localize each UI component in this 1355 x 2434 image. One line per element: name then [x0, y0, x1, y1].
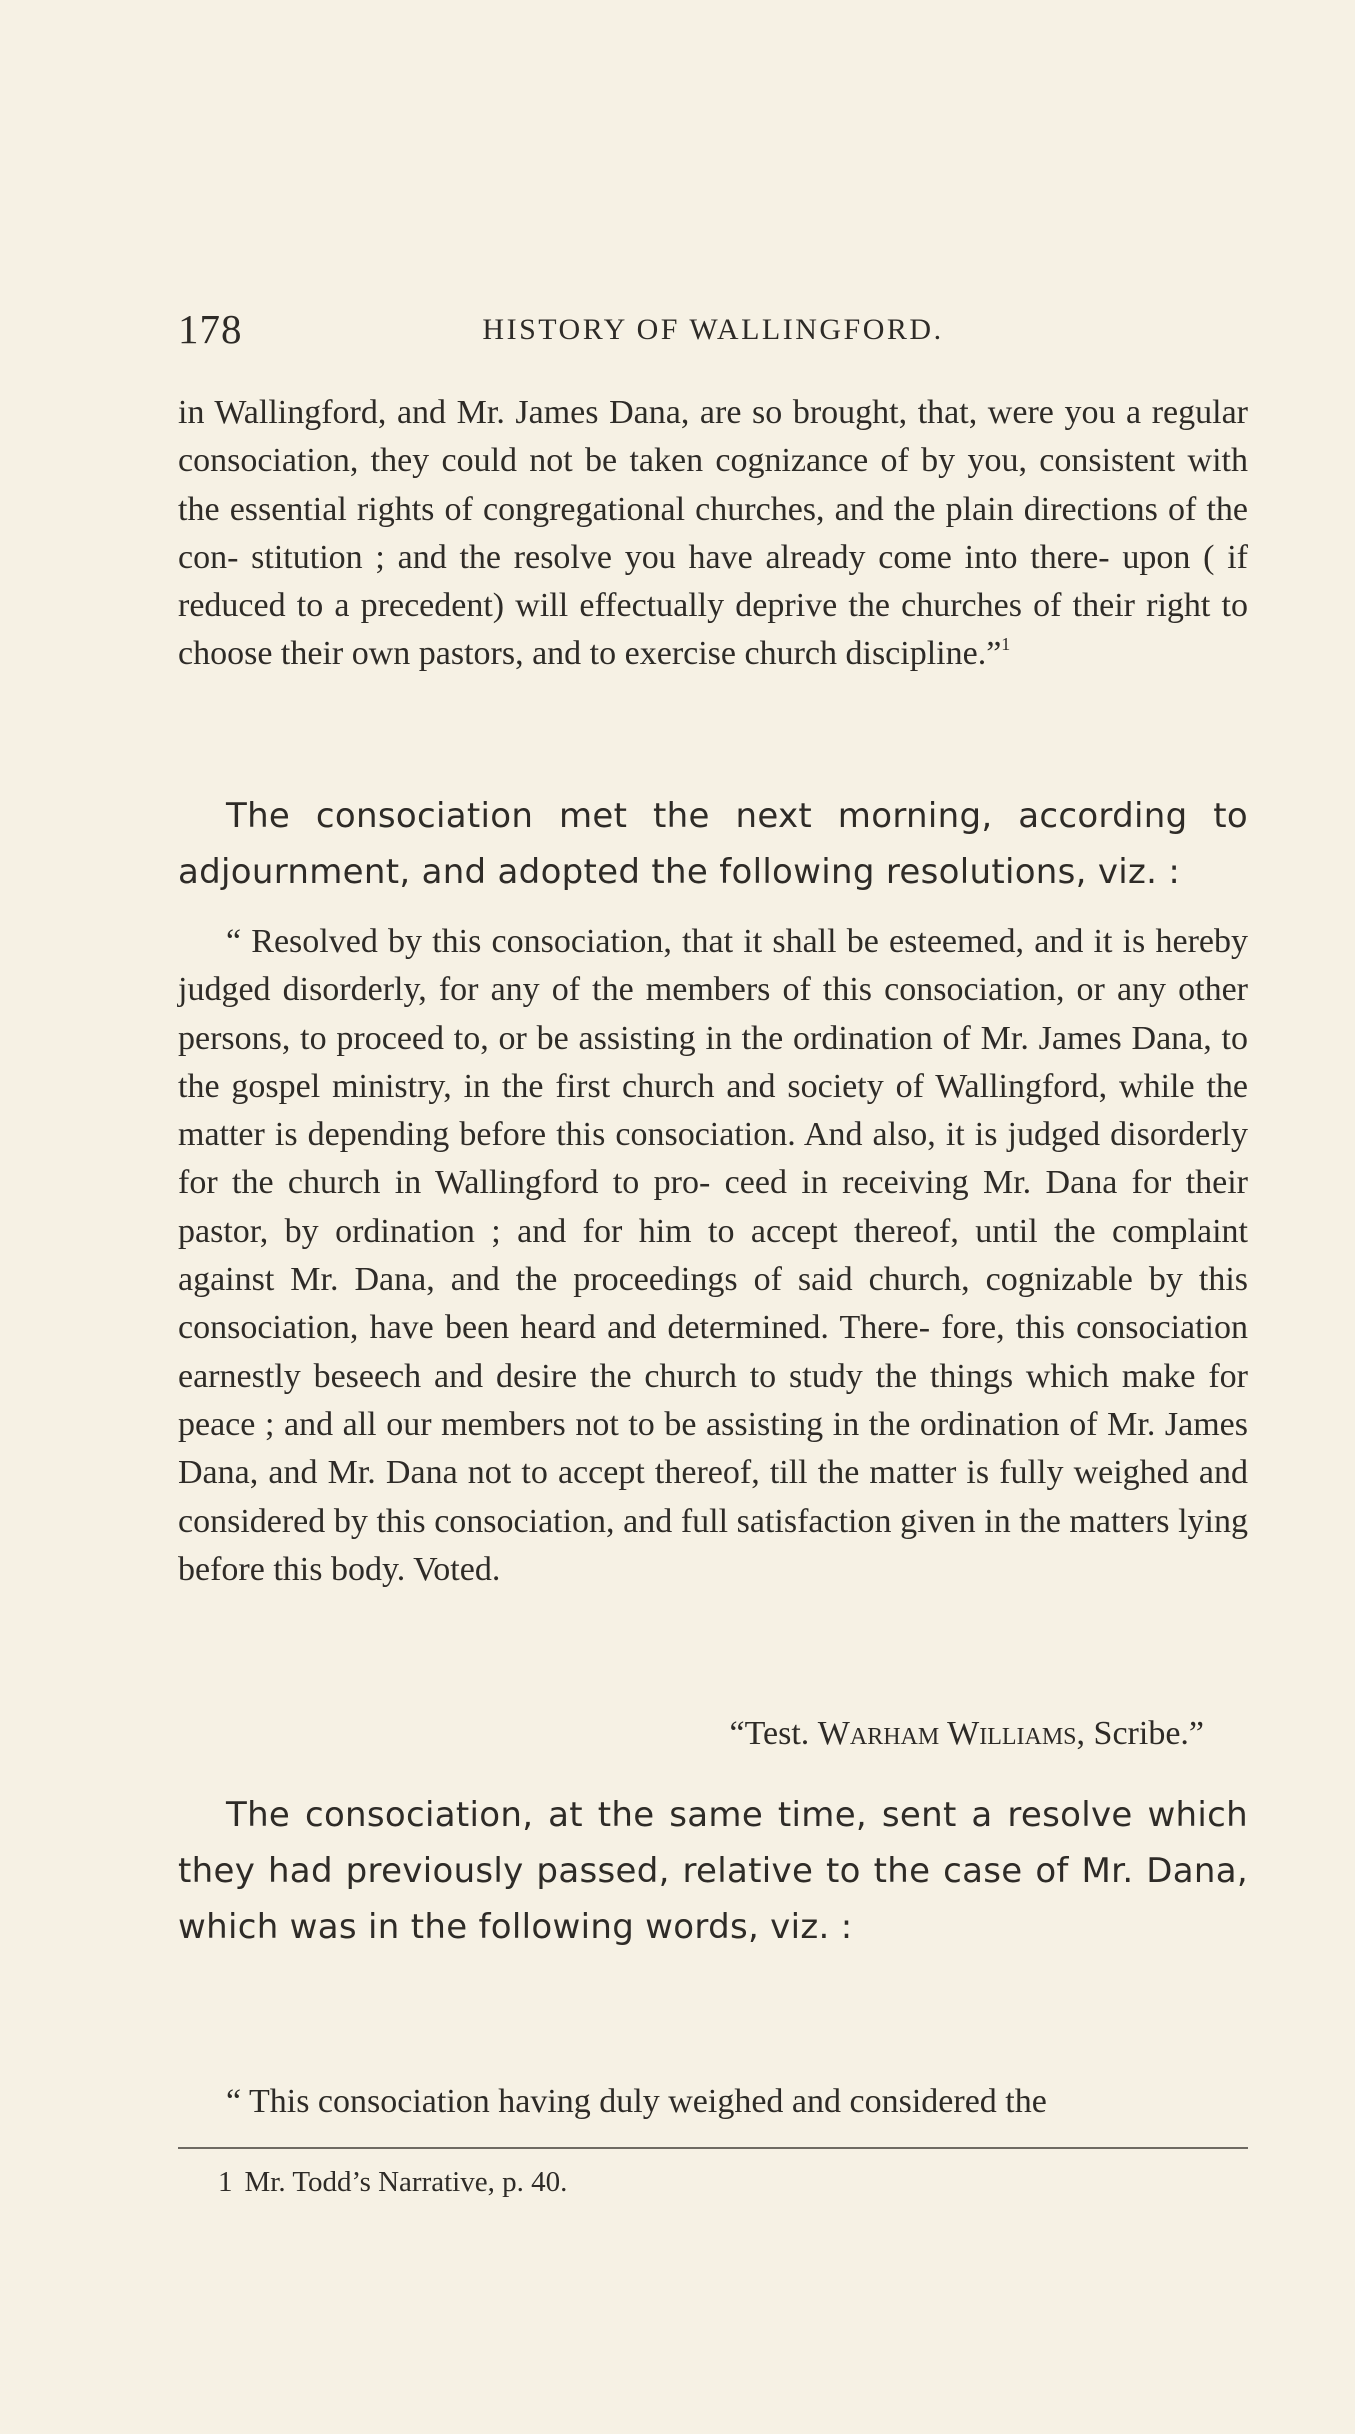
paragraph-continued	[178, 389, 1248, 679]
signature-test: “Test.	[729, 1715, 810, 1752]
page-header	[178, 305, 1248, 365]
page-number: 178	[178, 306, 243, 352]
quote-opening: “ This consociation having duly weighed and considered the	[226, 2083, 1047, 2120]
footnote	[218, 2162, 567, 2202]
signature-name: Warham Williams,	[817, 1715, 1086, 1752]
paragraph-continued-text: in Wallingford, and Mr. James Dana, are so brought, that, were you a regular consociation, they could not be taken cognizance of by you, consistent with the essential rights of congregational churches, and the plain directions of the con- stitution ; and the resolve you have already come into there- upon ( if reduced to a precedent) will effectually deprive the churches of their right to choose their own pastors, and to exercise church discipline.”	[178, 394, 1248, 673]
running-head: HISTORY OF WALLINGFORD.	[482, 313, 944, 346]
resolution-quote: “ Resolved by this consociation, that it shall be esteemed, and it is hereby judged disorderly, for any of the members of this consociation, or any other persons, to proceed to, or be assisting in the ordination of Mr. James Dana, to the gospel ministry, in the first church and society of Wallingford, while the matter is depending before this consociation. And also, it is judged disorderly for the church in Wallingford to pro- ceed in receiving Mr. Dana for their pastor, by ordination ; and for him to accept thereof, until the complaint against Mr. Dana, and the proceedings of said church, cognizable by this consociation, have been heard and determined. There- fore, this consociation earnestly beseech and desire the church to study the things which make for peace ; and all our members not to be assisting in the ordination of Mr. James Dana, and Mr. Dana not to accept thereof, till the matter is fully weighed and considered by this consociation, and full satisfaction given in the matters lying before this body. Voted.	[178, 923, 1248, 1588]
footnote-reference: 1	[1001, 634, 1011, 655]
footnote-number: 1	[218, 2166, 233, 2198]
signature-role: Scribe.”	[1093, 1715, 1204, 1752]
signature-line	[178, 1710, 1204, 1758]
paragraph-resolve: The consociation, at the same time, sent a resolve which they had previously passed, relative to the case of Mr. Dana, which was in the following words, viz. :	[178, 1795, 1248, 1947]
paragraph-consociation-met: The consociation met the next morning, according to adjournment, and adopted the following resolutions, viz. :	[178, 796, 1248, 892]
footnote-divider	[178, 2147, 1248, 2149]
footnote-text: Mr. Todd’s Narrative, p. 40.	[244, 2166, 568, 2198]
